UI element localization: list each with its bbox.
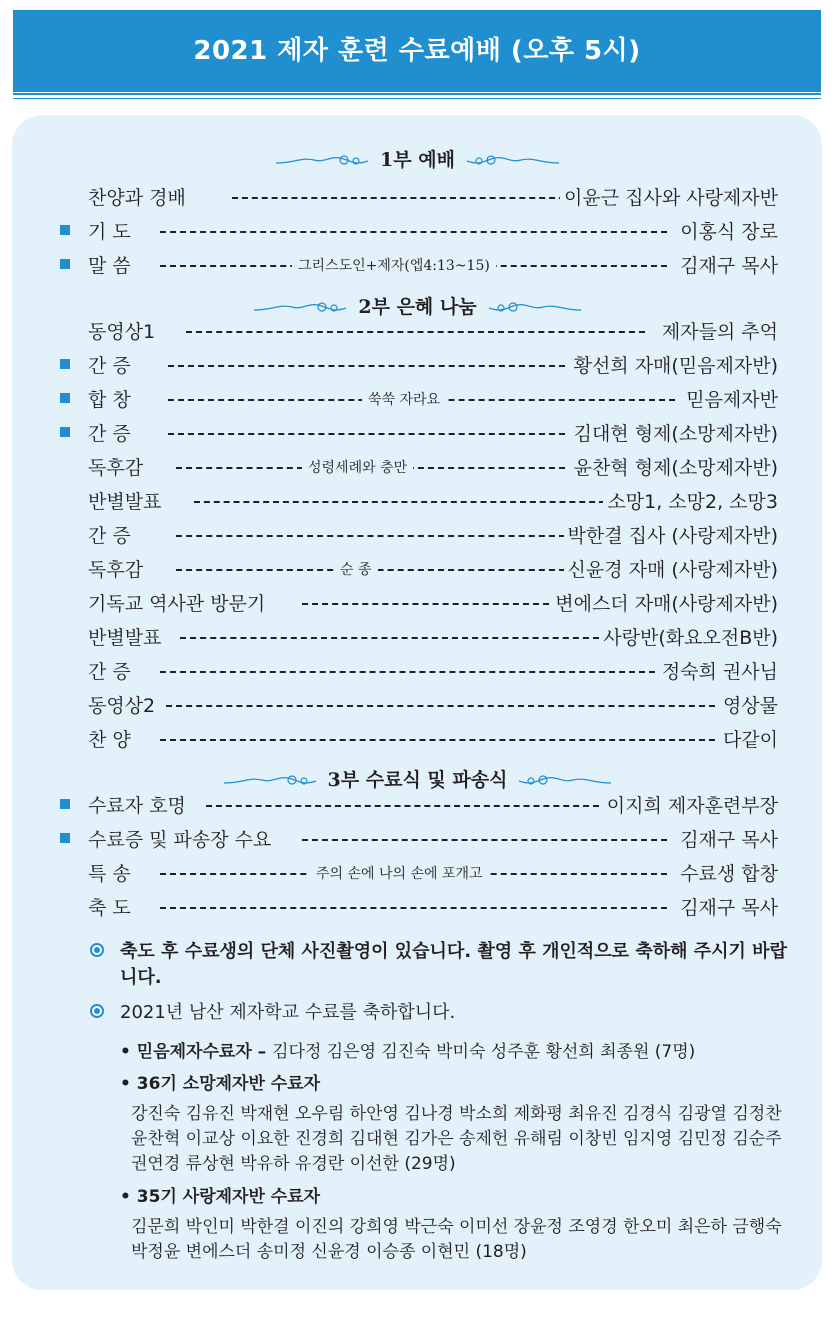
dotted-leader — [232, 197, 565, 199]
program-row — [0, 349, 835, 383]
program-title: 기독교 역사관 방문기 — [88, 593, 266, 615]
program-title: 축 도 — [88, 897, 131, 919]
program-row — [0, 689, 835, 723]
section-heading-1 — [0, 140, 835, 180]
header-divider-thin — [13, 98, 821, 99]
program-leader: 김재구 목사 — [676, 891, 778, 925]
program-title: 간 증 — [88, 423, 131, 445]
special-song-title: 주의 손에 나의 손에 포개고 — [310, 857, 489, 891]
book-title: 성령세례와 충만 — [302, 451, 413, 485]
program-title: 간 증 — [88, 355, 131, 377]
square-bullet-icon — [60, 359, 70, 369]
program-row — [0, 249, 835, 283]
program-leader: 박한결 집사 (사랑제자반) — [564, 519, 778, 553]
dotted-leader — [160, 739, 715, 741]
program-row — [0, 553, 835, 587]
flourish-left-icon — [222, 772, 318, 790]
dotted-leader — [194, 501, 605, 503]
program-row — [0, 891, 835, 925]
faith-graduates — [120, 1039, 695, 1065]
section-title: 1부 예배 — [380, 149, 455, 171]
program-title: 말 씀 — [88, 255, 131, 277]
program-row — [0, 789, 835, 823]
flourish-right-icon — [465, 152, 561, 170]
dotted-leader — [186, 331, 645, 333]
section-title: 3부 수료식 및 파송식 — [327, 769, 508, 791]
program-title: 수료증 및 파송장 수요 — [88, 829, 272, 851]
dotted-leader — [302, 839, 667, 841]
program-leader: 사랑반(화요오전B반) — [599, 621, 778, 655]
love-graduates-names: 김문희 박인미 박한결 이진의 강희영 박근숙 이미선 장윤정 조영경 한오미 최은하 금행숙 박정윤 변에스더 송미정 신윤경 이승종 이현민 (18명) — [131, 1217, 782, 1262]
faith-graduates-label: • 믿음제자수료자 – — [120, 1042, 267, 1062]
program-row — [0, 417, 835, 451]
program-leader: 믿음제자반 — [682, 383, 778, 417]
program-title: 간 증 — [88, 661, 131, 683]
square-bullet-icon — [60, 259, 70, 269]
hope-graduates-names: 강진숙 김유진 박재현 오우림 하안영 김나경 박소희 제화평 최유진 김경식 김광열 김정찬 윤찬혁 이교상 이요한 진경희 김대현 김가은 송제헌 유해림 이창빈 임지영 김민정 김순주 권연경 류상현 박유하 유경란 이선한 (29명) — [131, 1104, 782, 1174]
program-title: 동영상2 — [88, 695, 156, 717]
program-leader: 수료생 합창 — [676, 857, 778, 891]
section-title: 2부 은혜 나눔 — [358, 296, 477, 318]
program-leader: 김재구 목사 — [676, 249, 778, 283]
program-title: 찬 양 — [88, 729, 131, 751]
program-title: 간 증 — [88, 525, 131, 547]
flourish-left-icon — [274, 152, 370, 170]
program-row — [0, 857, 835, 891]
dotted-leader — [168, 365, 565, 367]
program-title: 합 창 — [88, 389, 131, 411]
program-leader: 정숙희 권사님 — [658, 655, 778, 689]
program-title: 찬양과 경배 — [88, 187, 186, 209]
program-leader: 윤찬혁 형제(소망제자반) — [570, 451, 778, 485]
program-title: 동영상1 — [88, 321, 156, 343]
hope-graduates-label: • 36기 소망제자반 수료자 — [120, 1074, 321, 1094]
program-row — [0, 587, 835, 621]
dotted-leader — [180, 637, 599, 639]
program-leader: 황선희 자매(믿음제자반) — [570, 349, 778, 383]
program-leader: 제자들의 추억 — [658, 315, 778, 349]
choir-song-title: 쑥쑥 자라요 — [362, 383, 446, 417]
square-bullet-icon — [60, 393, 70, 403]
dotted-leader — [176, 535, 565, 537]
program-row — [0, 485, 835, 519]
program-row — [0, 519, 835, 553]
program-row — [0, 823, 835, 857]
program-leader: 이윤근 집사와 사랑제자반 — [560, 181, 778, 215]
program-leader: 소망1, 소망2, 소망3 — [603, 485, 778, 519]
dotted-leader — [160, 671, 655, 673]
flourish-right-icon — [517, 772, 613, 790]
square-bullet-icon — [60, 427, 70, 437]
header-divider — [13, 93, 821, 95]
dotted-leader — [302, 603, 549, 605]
program-title: 특 송 — [88, 863, 131, 885]
photo-notice — [90, 939, 790, 991]
program-row — [0, 215, 835, 249]
notice-text: 축도 후 수료생의 단체 사진촬영이 있습니다. 촬영 후 개인적으로 축하해 주시기 바랍니다. — [120, 941, 787, 988]
dotted-leader — [206, 805, 599, 807]
program-row — [0, 723, 835, 757]
dotted-leader — [166, 705, 715, 707]
congratulation-notice — [90, 1000, 790, 1026]
program-leader: 영상물 — [719, 689, 778, 723]
square-bullet-icon — [60, 799, 70, 809]
program-leader: 김대현 형제(소망제자반) — [570, 417, 778, 451]
dotted-leader — [160, 907, 667, 909]
square-bullet-icon — [60, 225, 70, 235]
square-bullet-icon — [60, 833, 70, 843]
sermon-title: 그리스도인+제자(엡4:13~15) — [292, 249, 496, 283]
circle-bullet-icon — [90, 1004, 104, 1018]
dotted-leader — [160, 231, 667, 233]
program-title: 독후감 — [88, 559, 144, 581]
dotted-leader — [168, 433, 565, 435]
program-row — [0, 315, 835, 349]
page-title: 2021 제자 훈련 수료예배 (오후 5시) — [13, 10, 821, 92]
program-row — [0, 621, 835, 655]
program-title: 독후감 — [88, 457, 144, 479]
love-graduates-label: • 35기 사랑제자반 수료자 — [120, 1187, 321, 1207]
program-row — [0, 451, 835, 485]
program-leader: 변에스더 자매(사랑제자반) — [551, 587, 778, 621]
notice-text: 2021년 남산 제자학교 수료를 축하합니다. — [120, 1002, 456, 1023]
program-row — [0, 181, 835, 215]
program-leader: 이지희 제자훈련부장 — [603, 789, 778, 823]
program-title: 기 도 — [88, 221, 131, 243]
program-leader: 김재구 목사 — [676, 823, 778, 857]
program-leader: 이홍식 장로 — [676, 215, 778, 249]
program-leader: 다같이 — [719, 723, 778, 757]
program-title: 수료자 호명 — [88, 795, 186, 817]
book-title: 순 종 — [334, 553, 378, 587]
circle-bullet-icon — [90, 943, 104, 957]
program-title: 반별발표 — [88, 491, 162, 513]
program-row — [0, 655, 835, 689]
program-leader: 신윤경 자매 (사랑제자반) — [564, 553, 778, 587]
program-title: 반별발표 — [88, 627, 162, 649]
program-row — [0, 383, 835, 417]
faith-graduates-names: 김다정 김은영 김진숙 박미숙 성주훈 황선희 최종원 (7명) — [272, 1042, 696, 1062]
